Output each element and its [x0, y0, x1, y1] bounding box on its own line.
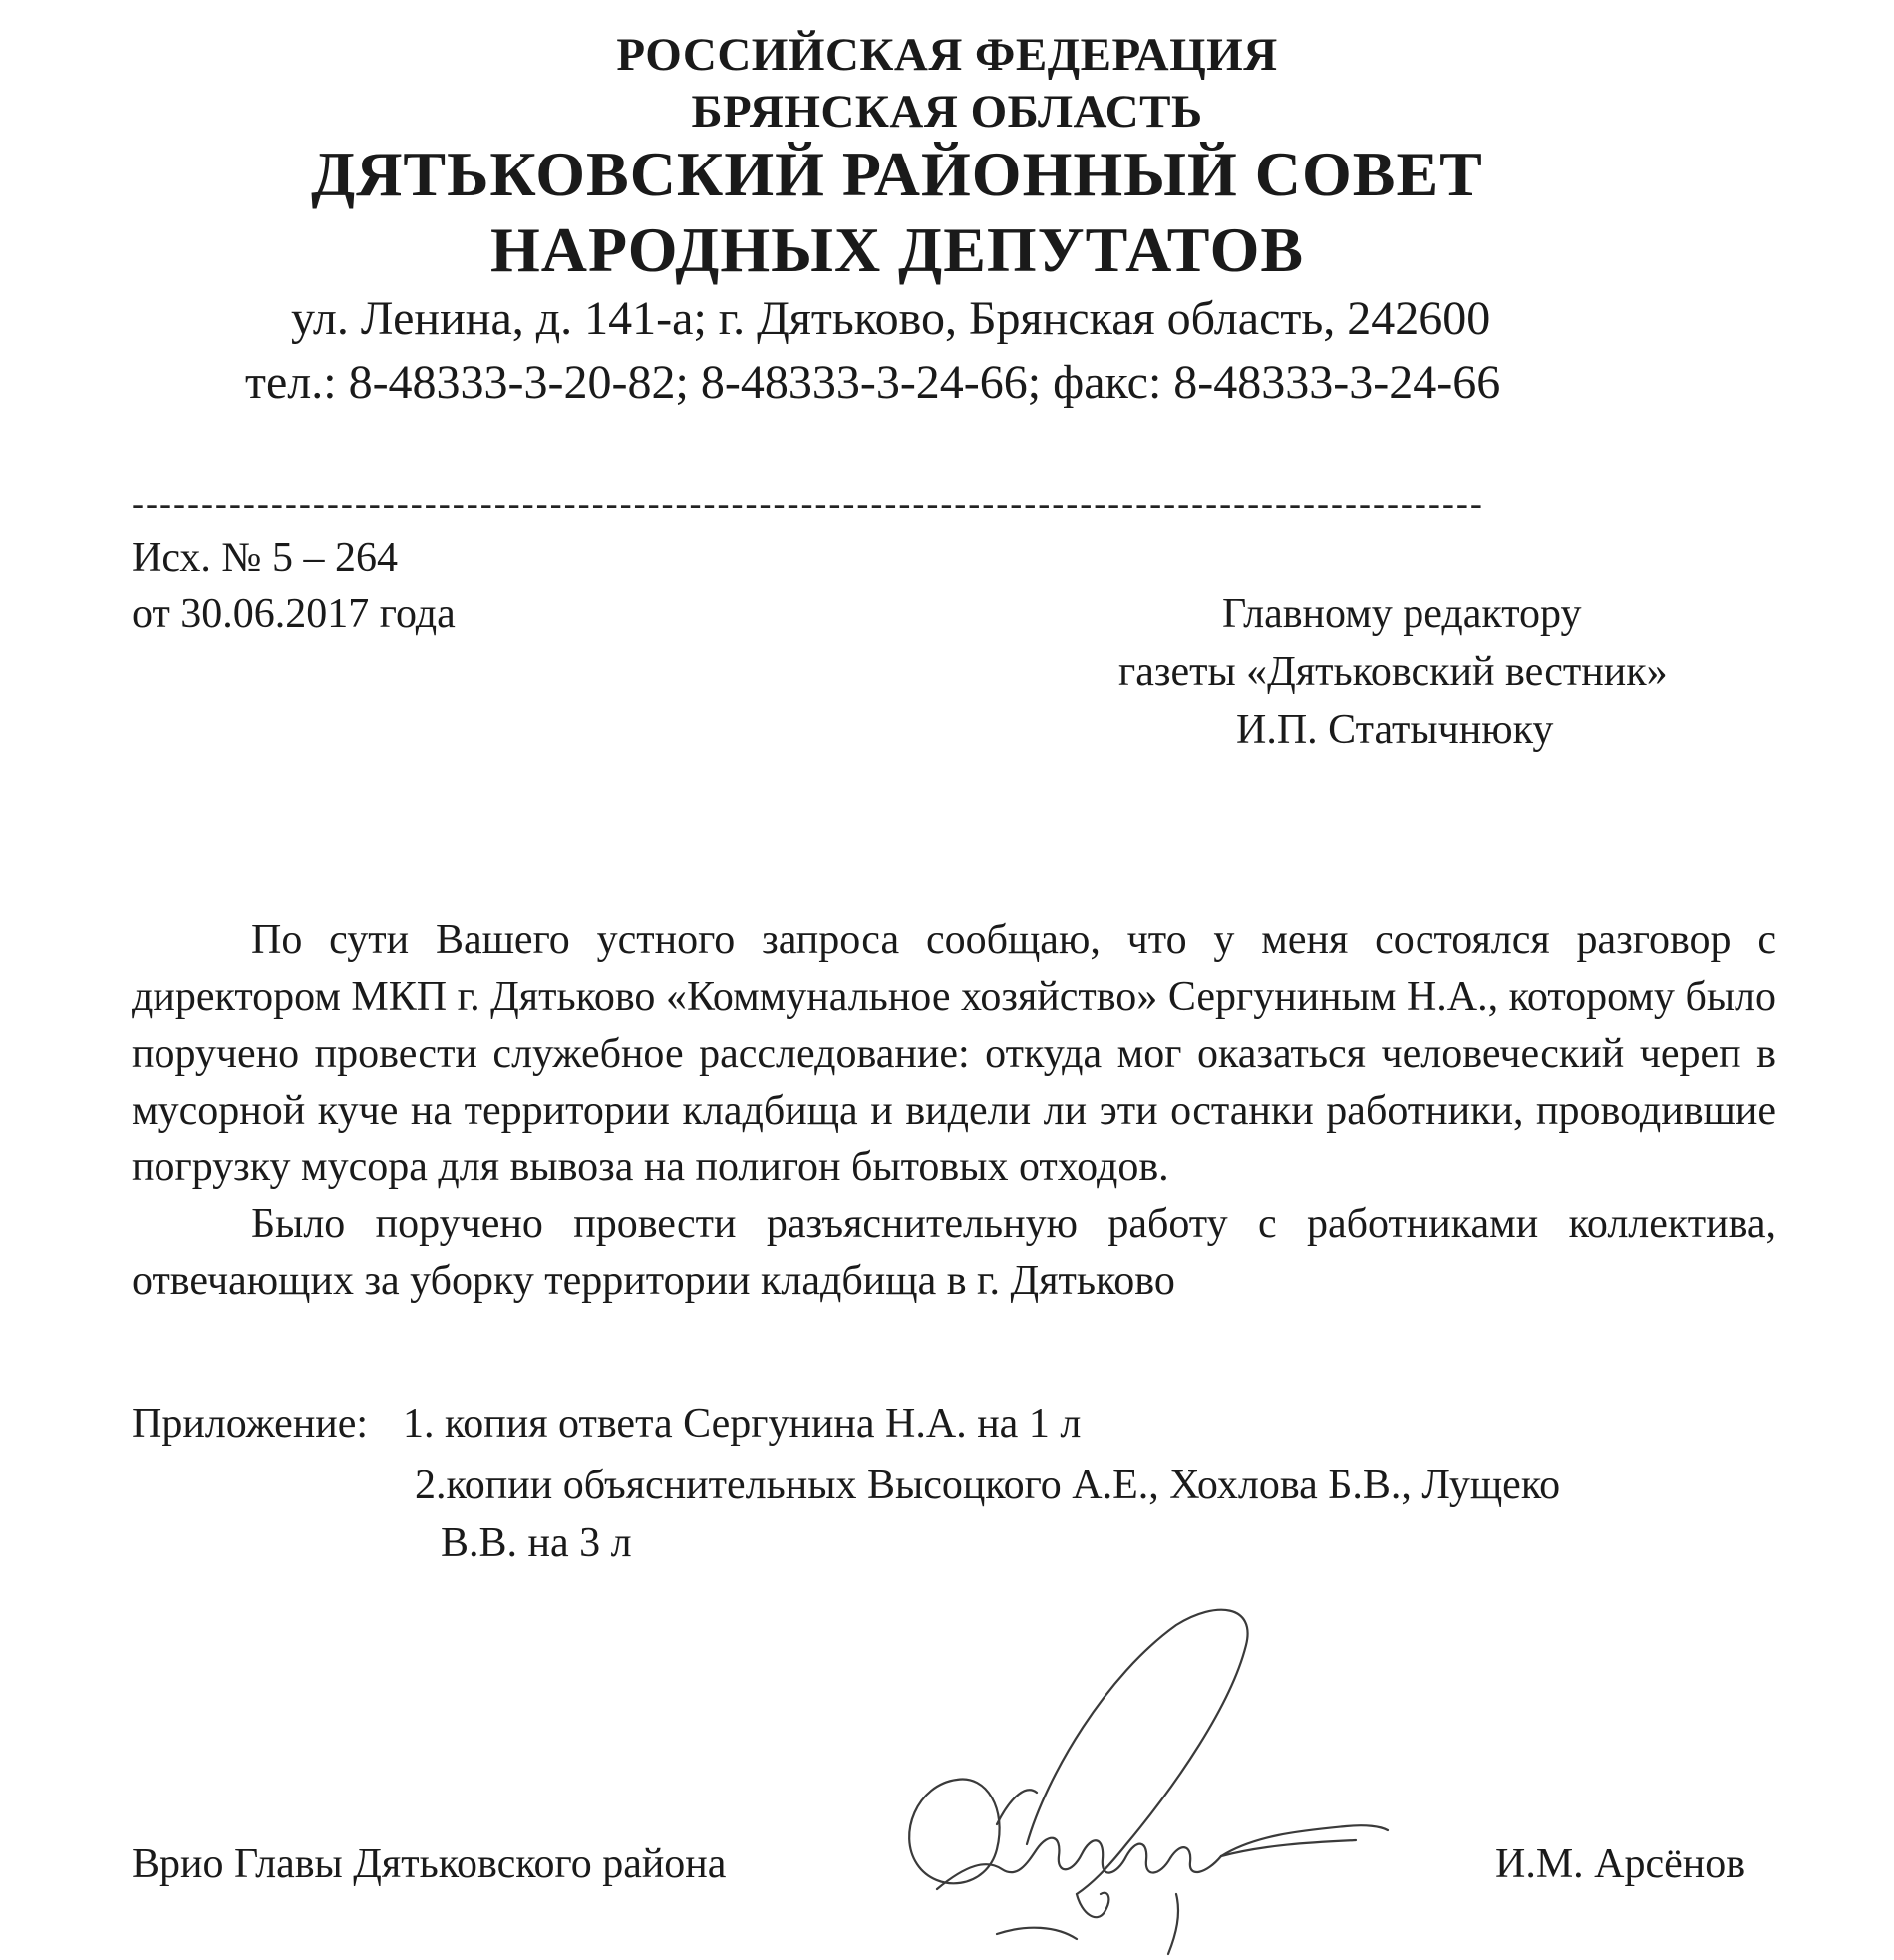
letterhead-phones: тел.: 8-48333-3-20-82; 8-48333-3-24-66; факс: 8-48333-3-24-66 [245, 356, 1501, 409]
recipient-line3: И.П. Статычнюку [1236, 707, 1554, 753]
appendix-item-1: 1. копия ответа Сергунина Н.А. на 1 л [403, 1401, 1082, 1447]
appendix-item-2-line2: В.В. на 3 л [441, 1520, 632, 1566]
letterhead-address: ул. Ленина, д. 141-а; г. Дятьково, Брянская область, 242600 [291, 292, 1491, 345]
letterhead-region: БРЯНСКАЯ ОБЛАСТЬ [691, 86, 1203, 138]
handwritten-signature [877, 1595, 1396, 1960]
signatory-position: Врио Главы Дятьковского района [132, 1841, 727, 1887]
letterhead-org-line1: ДЯТЬКОВСКИЙ РАЙОННЫЙ СОВЕТ [311, 139, 1483, 209]
outgoing-number: Исх. № 5 – 264 [132, 535, 398, 581]
appendix-item-2-line1: 2.копии объяснительных Высоцкого А.Е., Хохлова Б.В., Лущеко [415, 1463, 1561, 1508]
body-paragraph-1: По сути Вашего устного запроса сообщаю, что у меня состоялся разговор с директором МКП г. Дятьково «Коммунальное хозяйство» Сергуниным Н.А., которому было поручено провести служебное расследование: откуда мог оказаться человеческий череп в мусорной куче на территории кладбища и видели ли эти останки работники, проводившие погрузку мусора для вывоза на полигон бытовых отходов. [132, 917, 1776, 1190]
separator-line: ------------------------------------------------------------------------------------------------- [132, 484, 1484, 523]
body-paragraph-2: Было поручено провести разъяснительную работу с работниками коллектива, отвечающих за уборку территории кладбища в г. Дятьково [132, 1201, 1776, 1304]
letter-body [132, 912, 1776, 1310]
letterhead-org-line2: НАРОДНЫХ ДЕПУТАТОВ [489, 214, 1305, 285]
letterhead-country: РОССИЙСКАЯ ФЕДЕРАЦИЯ [616, 29, 1278, 81]
appendix-label: Приложение: [132, 1401, 369, 1447]
recipient-line1: Главному редактору [1222, 591, 1582, 637]
recipient-line2: газеты «Дятьковский вестник» [1118, 649, 1668, 695]
outgoing-date: от 30.06.2017 года [132, 591, 456, 637]
signatory-name: И.М. Арсёнов [1495, 1841, 1746, 1887]
